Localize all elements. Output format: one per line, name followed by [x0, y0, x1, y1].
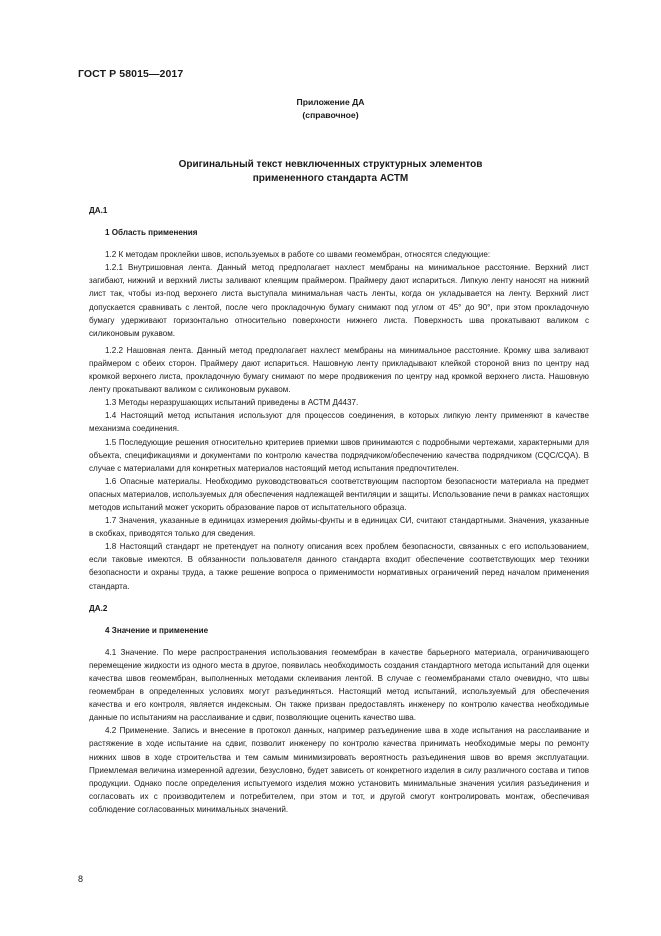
page-number: 8: [78, 874, 84, 884]
para-1-8: 1.8 Настоящий стандарт не претендует на полноту описания всех проблем безопасности, связанных с его использованием, если таковые имеются. В обязанности пользователя данного стандарта входит обеспечение соответствующих мер техники безопасности и охраны труда, а также решение вопроса о применимости нормативных ограничений перед началом применения стандарта.: [89, 542, 589, 591]
para-4-2: 4.2 Применение. Запись и внесение в протокол данных, например разъединение шва в ходе испытания на расслаивание и растяжение в ходе испытание на сдвиг, позволит инженеру по контролю качества принимать необходимые меры по ремонту нижних швов в ходе строительства и тем самым минимизировать вероятность разъединения швов во время эксплуатации. Приемлемая величина измеренной адгезии, безусловно, будет зависеть от конкретного изделия в силу различного состава и типов продукции. Однако после определения испытуемого изделия можно установить минимальные значения усилия разъединения и согласовать их с производителем и потребителем, при этом и тот, и другой смогут контролировать монтаж, обеспечивая соблюдение согласованных минимальных значений.: [89, 726, 589, 814]
para-1-4: 1.4 Настоящий метод испытания используют для процессов соединения, в которых липкую ленту применяют в качестве механизма соединения.: [89, 411, 589, 434]
appendix-subtitle: (справочное): [302, 110, 359, 120]
para-1-6: 1.6 Опасные материалы. Необходимо руководствоваться соответствующим паспортом безопасности материала на предмет опасных материалов, используемых для обеспечения надлежащей вентиляции и защиты. Использование печи в рамках настоящих методов испытаний может ускорить образование паров от испытательного образца.: [89, 476, 589, 512]
title-line-2: примененного стандарта АСТМ: [252, 173, 409, 184]
document-id: ГОСТ Р 58015—2017: [78, 68, 184, 80]
para-1-3: 1.3 Методы неразрушающих испытаний приведены в АСТМ Д4437.: [105, 398, 359, 408]
para-1-2-2: 1.2.2 Нашовная лента. Данный метод предполагает нахлест мембраны на минимальное расстояние. Кромку шва заливают праймером с обеих сторон. Праймеру дают испариться. Нашовную ленту прикладывают клейкой стороной вниз по центру над кромкой верхнего листа, прокладочную бумагу снимают по мере продвижения по центру над кромкой верхнего листа. Нашовную ленту прокатывают валиком с силиконовым рукавом.: [89, 345, 589, 395]
para-4-1: 4.1 Значение. По мере распространения использования геомембран в качестве барьерного материала, ограничивающего перемещение жидкости из одного места в другое, появилась необходимость создания стандартного метода испытаний для оценки качества швов геомембран, выполненных методами склеивания лентой. В случае с геомембранами стало очевидно, что швы геомембран в определенных условиях могут разъединяться. Настоящий метод испытаний, используемый для обеспечения качества и его контроля, является индексным. Он также призван предоставлять инженеру по контролю качества необходимые данные по испытаниям на расслаивание и сдвиг, позволяющие оценить качество шва.: [89, 647, 589, 723]
section-4-heading: 4 Значение и применение: [105, 625, 209, 635]
para-1-7: 1.7 Значения, указанные в единицах измерения дюймы-фунты и в единицах СИ, считают стандартными. Значения, указанные в скобках, приводятся только для сведения.: [89, 516, 589, 539]
da1-label: ДА.1: [89, 206, 108, 215]
para-1-2: 1.2 К методам проклейки швов, используемых в работе со швами геомембран, относятся следующие:: [105, 250, 491, 260]
da2-label: ДА.2: [89, 603, 108, 613]
appendix-label: Приложение ДА: [296, 97, 365, 107]
section-1-heading: 1 Область применения: [105, 228, 198, 238]
para-1-5: 1.5 Последующие решения относительно критериев приемки швов принимаются с подробными чертежами, характерными для объекта, спецификациями и документами по контролю качества подрядчиком/обеспечению качества подрядчиком (CQC/CQA). В случае с материалами для конкретных материалов настоящий метод испытания предпочтителен.: [89, 437, 589, 473]
document-body: [89, 204, 589, 816]
title-line-1: Оригинальный текст невключенных структурных элементов: [178, 159, 483, 170]
para-1-2-1: 1.2.1 Внутришовная лента. Данный метод предполагает нахлест мембраны на минимальное расстояние. Верхний лист загибают, нижний и верхний листы заливают клеящим праймером. Праймеру дают испариться. Липкую ленту наносят на нижний лист так, чтобы из-под верхнего листа выступала минимальная часть ленты, когда он укладывается на ленту. Верхний лист допускается сравнивать с лентой, после чего прокладочную бумагу снимают под углом от 45° до 90°, при этом прокладочную бумагу удерживают горизонтально относительно поверхности нижнего листа. Поверхность шва прокатывают валиком с силиконовым рукавом.: [89, 263, 589, 338]
